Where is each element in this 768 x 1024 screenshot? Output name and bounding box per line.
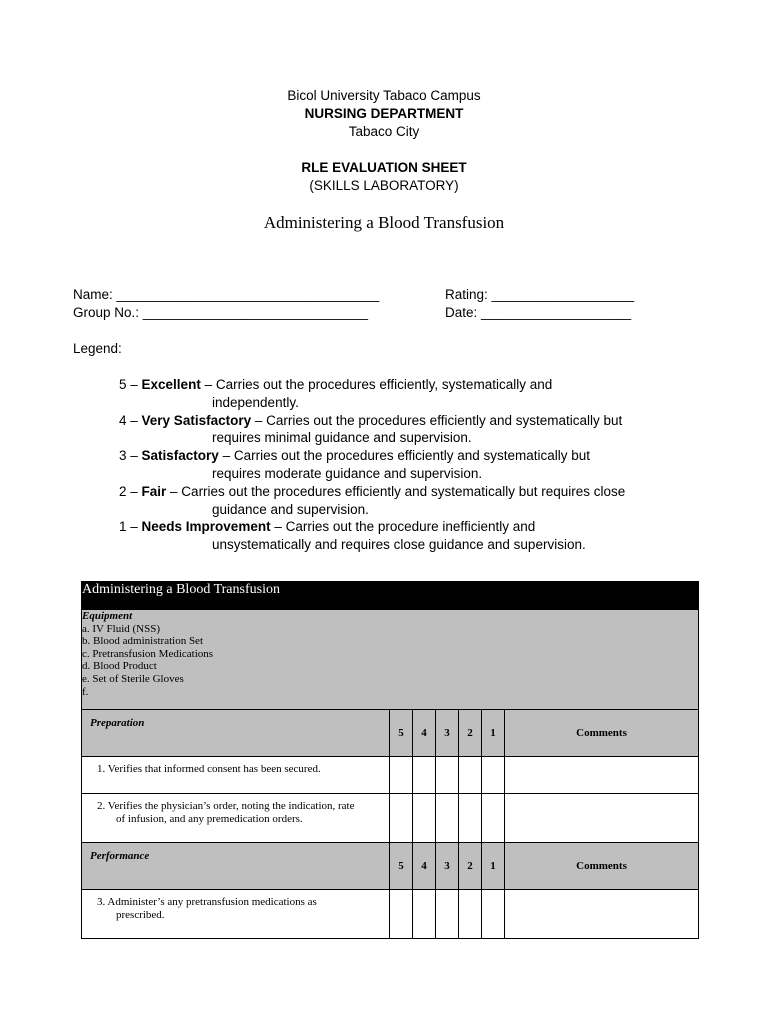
legend-score: 4 –: [119, 412, 142, 428]
scale-header: 4: [413, 843, 436, 890]
score-cell-3[interactable]: [436, 757, 459, 794]
score-cell-1[interactable]: [482, 890, 505, 939]
legend-description-cont: guidance and supervision.: [212, 501, 369, 517]
legend-description-cont: requires moderate guidance and supervision.: [212, 465, 483, 481]
sheet-title: RLE EVALUATION SHEET: [301, 160, 467, 175]
city-name: Tabaco City: [348, 124, 420, 139]
legend-item: [119, 483, 679, 519]
score-cell-4[interactable]: [413, 757, 436, 794]
score-cell-3[interactable]: [436, 794, 459, 843]
legend-description: – Carries out the procedures efficiently and systematically but: [251, 412, 623, 428]
legend-term: Satisfactory: [141, 448, 219, 464]
legend-term: Excellent: [141, 377, 201, 392]
scale-header: 3: [436, 843, 459, 890]
legend-term: Very Satisfactory: [141, 412, 252, 428]
score-cell-2[interactable]: [459, 890, 482, 939]
comments-cell[interactable]: [505, 757, 699, 794]
legend-score: 1 –: [119, 519, 142, 535]
legend-description: – Carries out the procedures efficiently, systematically and: [200, 377, 553, 392]
name-field: Name: ___________________________________: [73, 287, 380, 302]
equipment-list: [82, 610, 699, 710]
legend-list: [119, 376, 679, 554]
legend-item: [119, 518, 679, 554]
item-line-cont: of infusion, and any premedication orders.: [116, 813, 303, 825]
group-field: Group No.: ______________________________: [73, 305, 369, 320]
legend-term: Needs Improvement: [141, 519, 271, 535]
table-row: [82, 794, 699, 843]
department-name: NURSING DEPARTMENT: [304, 106, 464, 121]
university-name: Bicol University Tabaco Campus: [287, 88, 481, 103]
equipment-item: a. IV Fluid (NSS): [82, 622, 161, 635]
section-label: Performance: [82, 843, 390, 890]
score-cell-5[interactable]: [390, 890, 413, 939]
score-cell-5[interactable]: [390, 757, 413, 794]
legend-item: [119, 447, 679, 483]
scale-header: 5: [390, 710, 413, 757]
legend-description: – Carries out the procedures efficiently and systematically but requires close: [166, 483, 626, 499]
item-text: [82, 757, 390, 794]
legend-score: 5 –: [119, 377, 142, 392]
item-line-cont: prescribed.: [116, 909, 165, 921]
score-cell-2[interactable]: [459, 794, 482, 843]
equipment-heading: Equipment: [82, 610, 133, 622]
item-line: 3. Administer’s any pretransfusion medications as: [97, 896, 317, 908]
rating-field: Rating: ___________________: [445, 287, 635, 302]
score-cell-4[interactable]: [413, 794, 436, 843]
date-field: Date: ____________________: [445, 305, 632, 320]
scale-header: 2: [459, 710, 482, 757]
score-cell-4[interactable]: [413, 890, 436, 939]
equipment-item: e. Set of Sterile Gloves: [82, 672, 184, 685]
scale-header: 2: [459, 843, 482, 890]
legend-term: Fair: [141, 483, 167, 499]
equipment-item: f.: [82, 685, 89, 698]
comments-header: Comments: [505, 843, 699, 890]
score-cell-5[interactable]: [390, 794, 413, 843]
section-header-row: [82, 843, 699, 890]
score-cell-1[interactable]: [482, 794, 505, 843]
scale-header: 5: [390, 843, 413, 890]
legend-score: 3 –: [119, 448, 142, 464]
document-title: Administering a Blood Transfusion: [263, 213, 505, 232]
item-line: 1. Verifies that informed consent has been secured.: [97, 763, 321, 775]
table-row: [82, 890, 699, 939]
scale-header: 1: [482, 710, 505, 757]
evaluation-table: [81, 581, 699, 939]
comments-header: Comments: [505, 710, 699, 757]
item-line: 2. Verifies the physician’s order, noting the indication, rate: [97, 800, 355, 812]
scale-header: 1: [482, 843, 505, 890]
equipment-item: b. Blood administration Set: [82, 635, 203, 648]
equipment-item: d. Blood Product: [82, 660, 157, 673]
item-text: [82, 794, 390, 843]
table-row: [82, 757, 699, 794]
item-text: [82, 890, 390, 939]
legend-item: [119, 376, 679, 412]
table-title: Administering a Blood Transfusion: [82, 582, 699, 610]
scale-header: 4: [413, 710, 436, 757]
score-cell-1[interactable]: [482, 757, 505, 794]
comments-cell[interactable]: [505, 794, 699, 843]
legend-item: [119, 412, 679, 448]
section-label: Preparation: [82, 710, 390, 757]
legend-description-cont: independently.: [212, 394, 299, 410]
score-cell-3[interactable]: [436, 890, 459, 939]
legend-description: – Carries out the procedure inefficiently and: [270, 519, 536, 535]
comments-cell[interactable]: [505, 890, 699, 939]
legend-description-cont: requires minimal guidance and supervision.: [212, 430, 472, 446]
equipment-item: c. Pretransfusion Medications: [82, 647, 214, 660]
score-cell-2[interactable]: [459, 757, 482, 794]
document-header: [0, 87, 768, 195]
section-header-row: [82, 710, 699, 757]
legend-score: 2 –: [119, 483, 142, 499]
legend-description-cont: unsystematically and requires close guidance and supervision.: [212, 537, 586, 553]
sheet-subtitle: (SKILLS LABORATORY): [309, 178, 459, 193]
scale-header: 3: [436, 710, 459, 757]
legend-label: Legend:: [73, 341, 122, 356]
legend-description: – Carries out the procedures efficiently and systematically but: [218, 448, 591, 464]
